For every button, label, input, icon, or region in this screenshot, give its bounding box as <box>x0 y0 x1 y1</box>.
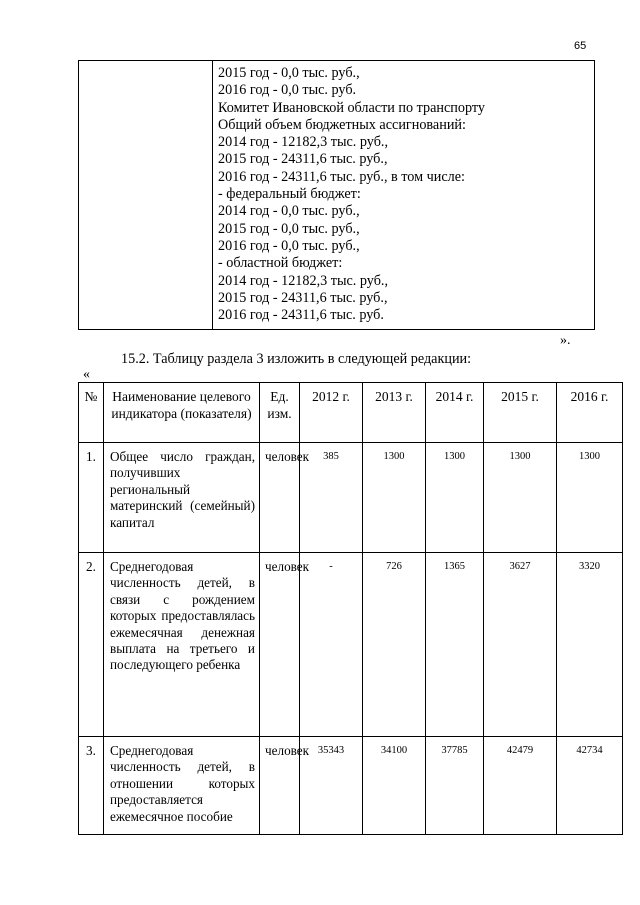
column-divider <box>212 61 213 329</box>
header-2016: 2016 г. <box>557 383 623 443</box>
budget-line: 2014 год - 0,0 тыс. руб., <box>218 203 360 220</box>
budget-line: - областной бюджет: <box>218 255 343 272</box>
table-row <box>79 443 623 553</box>
header-name: Наименование целевого индикатора (показателя) <box>104 383 260 443</box>
value-2013: 34100 <box>363 737 426 835</box>
row-num: 2. <box>79 553 104 737</box>
value-2015: 3627 <box>484 553 557 737</box>
table-row <box>79 553 623 737</box>
budget-lines <box>218 65 485 324</box>
row-name: Среднегодовая численность детей, в отношении которых предоставляется ежемесячное пособие <box>104 737 260 835</box>
header-2014: 2014 г. <box>426 383 484 443</box>
header-row <box>79 383 623 443</box>
budget-line: 2014 год - 12182,3 тыс. руб., <box>218 272 389 289</box>
value-2014: 1300 <box>426 443 484 553</box>
header-2012: 2012 г. <box>300 383 363 443</box>
value-2016: 3320 <box>557 553 623 737</box>
row-num: 3. <box>79 737 104 835</box>
budget-line: 2016 год - 24311,6 тыс. руб., в том числе: <box>218 168 465 185</box>
closing-quote: ». <box>560 333 571 348</box>
budget-line: 2015 год - 24311,6 тыс. руб., <box>218 151 388 168</box>
value-2014: 37785 <box>426 737 484 835</box>
header-num: № <box>79 383 104 443</box>
row-unit: человек <box>260 553 300 737</box>
opening-quote: « <box>83 367 90 382</box>
row-name: Среднегодовая численность детей, в связи с рождением которых предоставлялась ежемесячная денежная выплата на третьего и последующего ребенка <box>104 553 260 737</box>
budget-line: 2016 год - 24311,6 тыс. руб. <box>218 307 384 324</box>
table-row <box>79 737 623 835</box>
header-2013: 2013 г. <box>363 383 426 443</box>
section-heading: 15.2. Таблицу раздела 3 изложить в следующей редакции: <box>121 351 472 367</box>
header-2015: 2015 г. <box>484 383 557 443</box>
budget-line: 2014 год - 12182,3 тыс. руб., <box>218 134 389 151</box>
value-2016: 42734 <box>557 737 623 835</box>
budget-line: - федеральный бюджет: <box>218 186 361 203</box>
value-2014: 1365 <box>426 553 484 737</box>
value-2013: 1300 <box>363 443 426 553</box>
row-unit: человек <box>260 443 300 553</box>
budget-line: 2016 год - 0,0 тыс. руб. <box>218 82 357 99</box>
value-2012: 385 <box>300 443 363 553</box>
page-number: 65 <box>574 40 587 52</box>
row-unit: человек <box>260 737 300 835</box>
budget-line: 2015 год - 0,0 тыс. руб., <box>218 65 360 81</box>
value-2012: - <box>300 553 363 737</box>
value-2016: 1300 <box>557 443 623 553</box>
budget-line: Общий объем бюджетных ассигнований: <box>218 116 466 133</box>
budget-table-fragment <box>78 60 595 330</box>
value-2012: 35343 <box>300 737 363 835</box>
row-num: 1. <box>79 443 104 553</box>
header-unit: Ед. изм. <box>260 383 300 443</box>
indicator-table <box>78 382 623 835</box>
value-2015: 42479 <box>484 737 557 835</box>
budget-line: Комитет Ивановской области по транспорту <box>218 99 486 116</box>
value-2015: 1300 <box>484 443 557 553</box>
budget-line: 2016 год - 0,0 тыс. руб., <box>218 237 360 254</box>
row-name: Общее число граждан, получивших региональный материнский (семейный) капитал <box>104 443 260 553</box>
budget-line: 2015 год - 24311,6 тыс. руб., <box>218 289 388 306</box>
budget-line: 2015 год - 0,0 тыс. руб., <box>218 220 360 237</box>
value-2013: 726 <box>363 553 426 737</box>
